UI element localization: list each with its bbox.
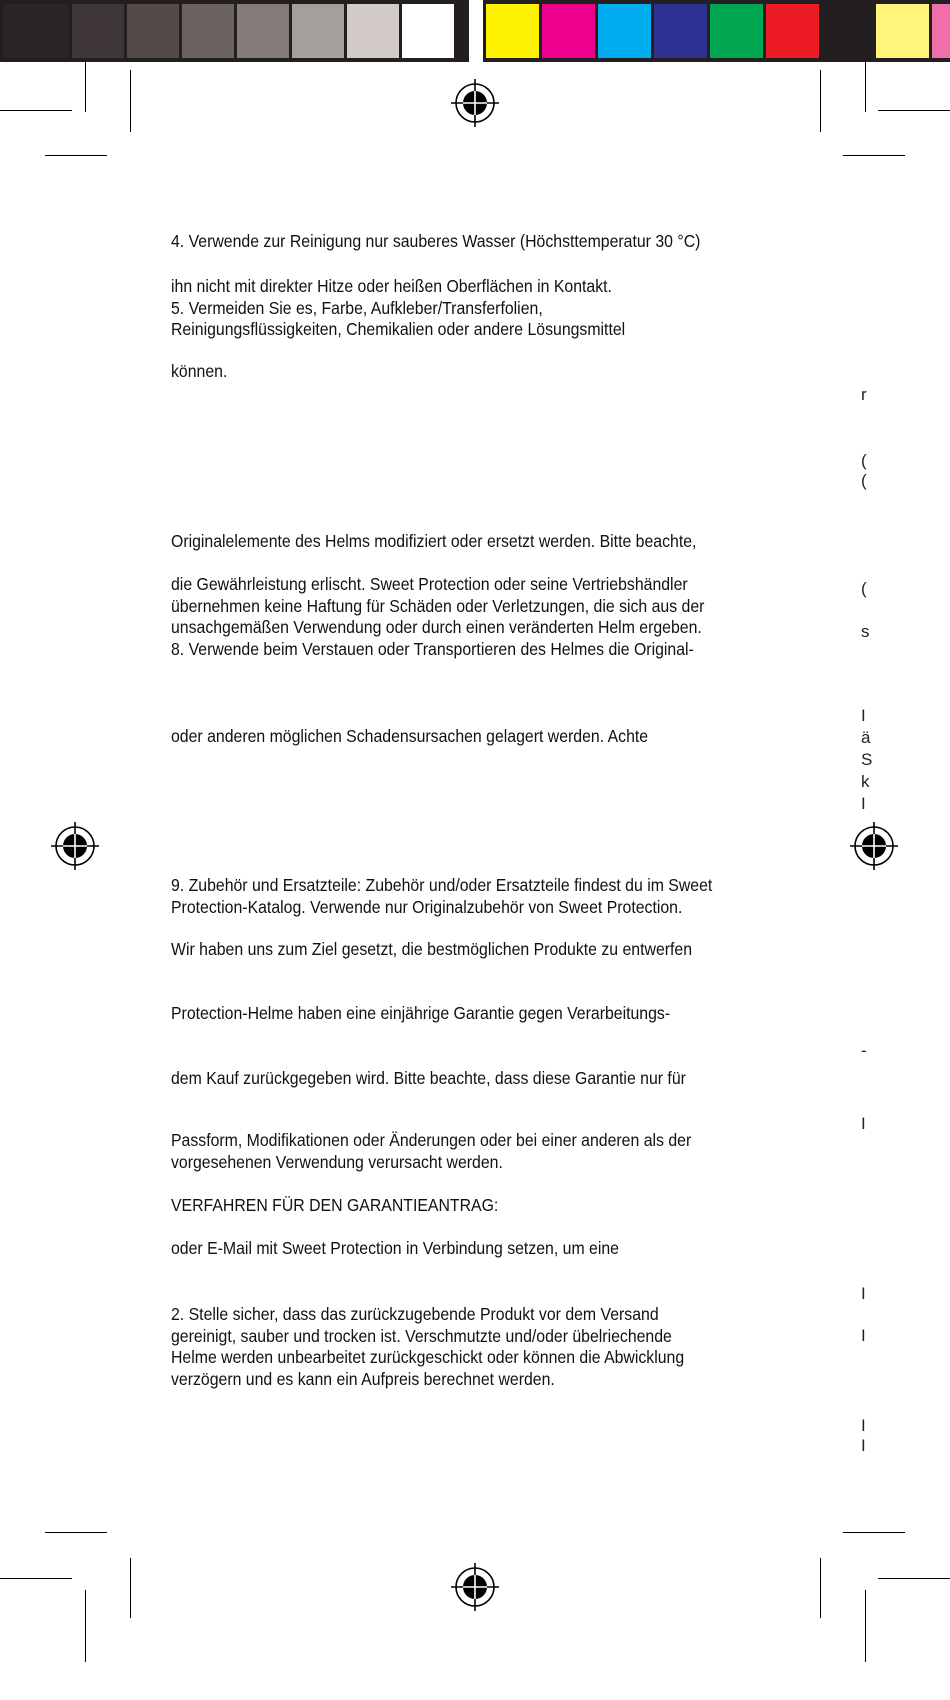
crop-mark bbox=[878, 1578, 950, 1579]
text-line: ihn nicht mit direkter Hitze oder heißen Oberflächen in Kontakt. bbox=[171, 276, 612, 296]
color-calibration-bar-color bbox=[483, 0, 950, 62]
color-swatch bbox=[182, 4, 234, 58]
text-line: 5. Vermeiden Sie es, Farbe, Aufkleber/Transferfolien, bbox=[171, 297, 543, 318]
edge-glyph: I bbox=[861, 1326, 866, 1345]
text-line: 2. Stelle sicher, dass das zurückzugebende Produkt vor dem Versand bbox=[171, 1304, 659, 1324]
text-paragraph bbox=[171, 1003, 747, 1025]
edge-glyph: ( bbox=[861, 471, 867, 490]
edge-glyph: I bbox=[861, 1114, 866, 1133]
text-line: können. bbox=[171, 361, 228, 381]
color-swatch bbox=[486, 4, 539, 58]
edge-glyph: S bbox=[861, 750, 873, 769]
edge-glyph: I bbox=[861, 706, 866, 725]
color-swatch bbox=[72, 4, 124, 58]
crop-mark bbox=[878, 110, 950, 111]
crop-mark bbox=[130, 70, 131, 132]
text-line: übernehmen keine Haftung für Schäden oder Verletzungen, die sich aus der bbox=[171, 595, 705, 616]
text-line: oder E-Mail mit Sweet Protection in Verbindung setzen, um eine bbox=[171, 1238, 620, 1258]
crop-mark bbox=[45, 1532, 107, 1533]
text-paragraph bbox=[171, 1304, 747, 1390]
text-paragraph bbox=[171, 726, 747, 748]
text-paragraph bbox=[171, 1068, 747, 1090]
color-swatch bbox=[598, 4, 651, 58]
edge-glyph: I bbox=[861, 1436, 866, 1455]
text-line: verzögern und es kann ein Aufpreis berechnet werden. bbox=[171, 1368, 555, 1389]
text-line: 8. Verwende beim Verstauen oder Transportieren des Helmes die Original- bbox=[171, 638, 694, 659]
text-line: Reinigungsflüssigkeiten, Chemikalien oder andere Lösungsmittel bbox=[171, 319, 626, 339]
crop-mark bbox=[843, 155, 905, 156]
color-swatch bbox=[292, 4, 344, 58]
edge-glyph: I bbox=[861, 1284, 866, 1303]
edge-glyph: I bbox=[861, 1416, 866, 1435]
color-swatch bbox=[710, 4, 763, 58]
edge-glyph: k bbox=[861, 772, 870, 791]
color-swatch bbox=[876, 4, 929, 58]
color-swatch bbox=[822, 4, 873, 58]
crop-mark bbox=[820, 70, 821, 132]
text-line: gereinigt, sauber und trocken ist. Verschmutzte und/oder übelriechende bbox=[171, 1325, 672, 1346]
color-swatch bbox=[347, 4, 399, 58]
crop-mark bbox=[85, 1590, 86, 1662]
text-line: Originalelemente des Helms modifiziert oder ersetzt werden. Bitte beachte, bbox=[171, 531, 697, 551]
color-swatch bbox=[542, 4, 595, 58]
registration-mark-icon bbox=[850, 822, 898, 870]
text-line: VERFAHREN FÜR DEN GARANTIEANTRAG: bbox=[171, 1195, 499, 1215]
text-line: vorgesehenen Verwendung verursacht werden. bbox=[171, 1151, 503, 1172]
color-swatch bbox=[402, 4, 454, 58]
color-swatch bbox=[3, 4, 69, 58]
text-paragraph bbox=[171, 1195, 747, 1217]
edge-glyph: I bbox=[861, 794, 866, 813]
crop-mark bbox=[45, 155, 107, 156]
text-line: Wir haben uns zum Ziel gesetzt, die bestmöglichen Produkte zu entwerfen bbox=[171, 939, 693, 959]
text-line: Protection-Katalog. Verwende nur Originalzubehör von Sweet Protection. bbox=[171, 896, 683, 917]
edge-glyph: - bbox=[861, 1041, 867, 1060]
registration-mark-icon bbox=[51, 822, 99, 870]
text-line: Protection-Helme haben eine einjährige Garantie gegen Verarbeitungs- bbox=[171, 1003, 671, 1023]
color-calibration-bar-gray bbox=[0, 0, 469, 62]
edge-glyph: ä bbox=[861, 728, 871, 747]
color-swatch bbox=[654, 4, 707, 58]
text-paragraph bbox=[171, 1238, 747, 1260]
text-paragraph bbox=[171, 1130, 747, 1173]
text-line: dem Kauf zurückgegeben wird. Bitte beachte, dass diese Garantie nur für bbox=[171, 1068, 686, 1088]
color-swatch bbox=[127, 4, 179, 58]
crop-mark bbox=[0, 110, 72, 111]
crop-mark bbox=[865, 60, 866, 112]
crop-mark bbox=[865, 1590, 866, 1662]
text-paragraph bbox=[171, 939, 747, 961]
crop-mark bbox=[0, 1578, 72, 1579]
text-paragraph bbox=[171, 361, 747, 383]
registration-mark-icon bbox=[451, 1563, 499, 1611]
crop-mark bbox=[85, 60, 86, 112]
text-paragraph bbox=[171, 574, 747, 660]
color-swatch bbox=[237, 4, 289, 58]
crop-mark bbox=[130, 1558, 131, 1618]
text-line: die Gewährleistung erlischt. Sweet Protection oder seine Vertriebshändler bbox=[171, 574, 688, 594]
crop-mark bbox=[843, 1532, 905, 1533]
edge-glyph: s bbox=[861, 622, 870, 641]
text-paragraph bbox=[171, 276, 747, 341]
text-line: unsachgemäßen Verwendung oder durch einen veränderten Helm ergeben. bbox=[171, 617, 702, 637]
edge-glyph: ( bbox=[861, 579, 867, 598]
text-line: Passform, Modifikationen oder Änderungen oder bei einer anderen als der bbox=[171, 1130, 692, 1150]
color-swatch bbox=[932, 4, 950, 58]
text-paragraph bbox=[171, 231, 747, 253]
text-line: 4. Verwende zur Reinigung nur sauberes Wasser (Höchsttemperatur 30 °C) bbox=[171, 231, 701, 251]
text-line: oder anderen möglichen Schadensursachen gelagert werden. Achte bbox=[171, 726, 649, 746]
registration-mark-icon bbox=[451, 79, 499, 127]
text-line: Helme werden unbearbeitet zurückgeschickt oder können die Abwicklung bbox=[171, 1347, 685, 1367]
text-line: 9. Zubehör und Ersatzteile: Zubehör und/oder Ersatzteile findest du im Sweet bbox=[171, 875, 713, 895]
crop-mark bbox=[820, 1558, 821, 1618]
text-paragraph bbox=[171, 875, 747, 918]
edge-glyph: r bbox=[861, 385, 867, 404]
text-paragraph bbox=[171, 531, 747, 553]
edge-glyph: ( bbox=[861, 451, 867, 470]
color-swatch bbox=[766, 4, 819, 58]
